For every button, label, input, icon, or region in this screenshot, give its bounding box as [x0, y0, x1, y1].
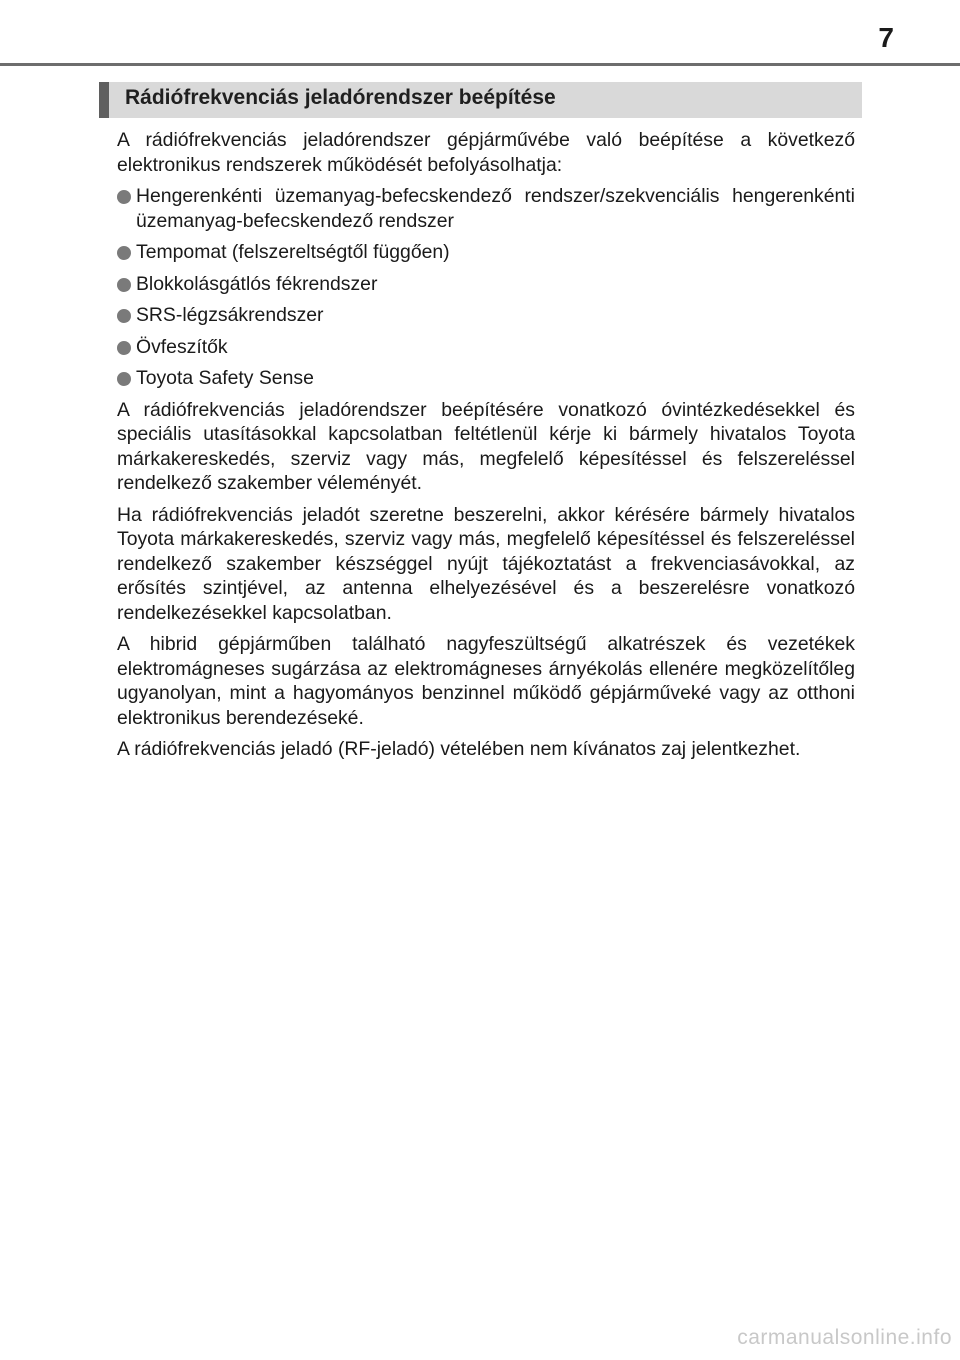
list-item	[117, 335, 855, 360]
list-item	[117, 240, 855, 265]
bullet-dot-icon	[117, 372, 131, 386]
page-number: 7	[878, 22, 894, 53]
list-item-text: Toyota Safety Sense	[136, 367, 314, 389]
top-rule	[0, 63, 960, 66]
list-item-text: Hengerenkénti üzemanyag-befecskendező rendszer/szekvenciális hengerenkénti üzemanyag-befecskendező rendszer	[136, 185, 855, 232]
bullet-dot-icon	[117, 309, 131, 323]
bullet-dot-icon	[117, 246, 131, 260]
bullet-dot-icon	[117, 278, 131, 292]
list-item-text: Övfeszítők	[136, 335, 228, 358]
content	[117, 128, 855, 769]
list-item	[117, 366, 855, 391]
list-item-text: Tempomat (felszereltségtől függően)	[136, 241, 450, 263]
body-paragraph: A hibrid gépjárműben található nagyfeszültségű alkatrészek és vezetékek elektromágneses sugárzása az elektromágneses árnyékolás ellenére megközelítőleg ugyanolyan, mint a hagyományos benzinnel működő gépjárműveké vagy az otthoni elektronikus berendezéseké.	[117, 633, 855, 729]
bullet-dot-icon	[117, 190, 131, 204]
section-title: Rádiófrekvenciás jeladórendszer beépítése	[125, 86, 556, 109]
body-paragraph: Ha rádiófrekvenciás jeladót szeretne beszerelni, akkor kérésére bármely hivatalos Toyota márkakereskedés, szerviz vagy más, megfelelő képesítéssel és felszereléssel rendelkező szakember készséggel nyújt tájékoztatást a frekvenciasávokkal, az erősítés szintjével, az antenna elhelyezésével és a beszerelésre vonatkozó rendelkezésekkel kapcsolatban.	[117, 503, 855, 624]
section-header	[99, 82, 862, 118]
body-paragraph: A rádiófrekvenciás jeladó (RF-jeladó) vételében nem kívánatos zaj jelentkezhet.	[117, 738, 801, 760]
list-item-text: SRS-légzsákrendszer	[136, 304, 324, 326]
list-item	[117, 303, 855, 328]
list-item	[117, 184, 855, 233]
body-paragraph: A rádiófrekvenciás jeladórendszer beépítésére vonatkozó óvintézkedésekkel és speciális utasításokkal kapcsolatban feltétlenül kérje ki bármely hivatalos Toyota márkakereskedés, szerviz vagy más, megfelelő képesítéssel és felszereléssel rendelkező szakember véleményét.	[117, 398, 855, 494]
watermark: carmanualsonline.info	[737, 1326, 952, 1349]
intro-paragraph: A rádiófrekvenciás jeladórendszer gépjárművébe való beépítése a következő elektronikus rendszerek működését befolyásolhatja:	[117, 129, 855, 176]
list-item-text: Blokkolásgátlós fékrendszer	[136, 272, 378, 295]
list-item	[117, 272, 855, 297]
bullet-dot-icon	[117, 341, 131, 355]
system-list	[117, 184, 855, 391]
